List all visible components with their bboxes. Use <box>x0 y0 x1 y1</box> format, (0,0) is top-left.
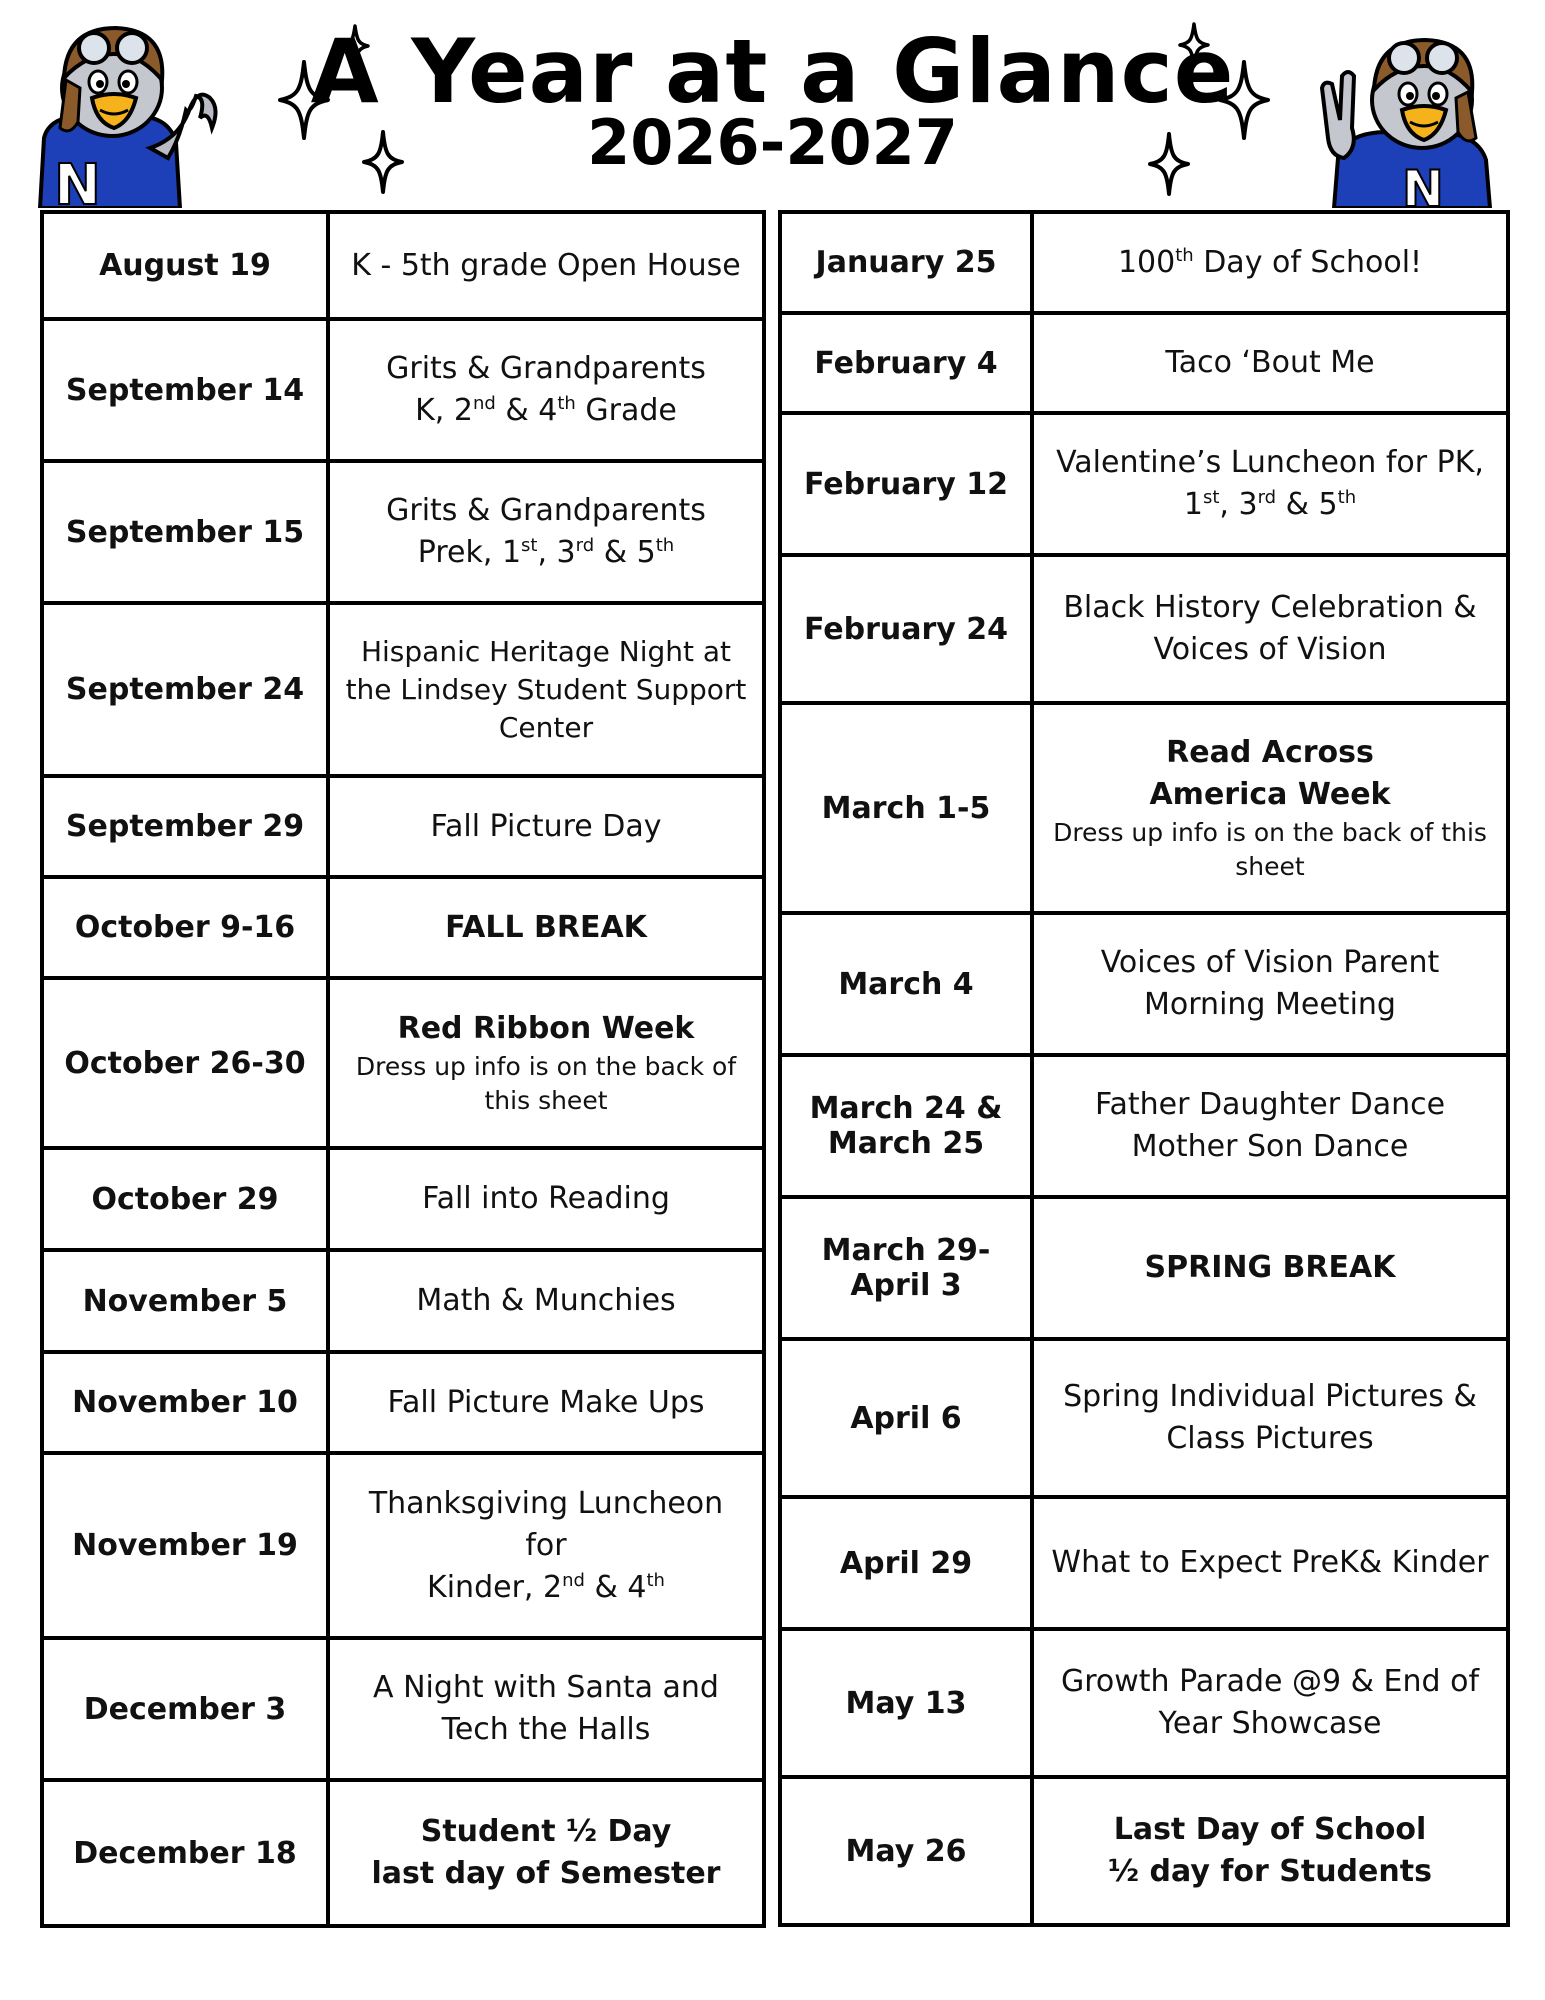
table-row <box>42 319 764 461</box>
table-row <box>42 1250 764 1352</box>
event-date: November 10 <box>42 1352 328 1453</box>
event-date: September 29 <box>42 776 328 877</box>
event-description: Grits & Grandparents Prek, 1st, 3rd & 5th <box>328 461 764 603</box>
event-date: December 18 <box>42 1780 328 1926</box>
event-date: September 15 <box>42 461 328 603</box>
event-date: May 13 <box>780 1629 1032 1777</box>
table-row <box>780 913 1508 1055</box>
event-description: Black History Celebration & Voices of Vision <box>1032 555 1508 703</box>
sparkle-icon <box>1218 60 1270 140</box>
table-row <box>42 461 764 603</box>
calendar-table-right <box>778 210 1510 1927</box>
event-description: Fall into Reading <box>328 1148 764 1250</box>
event-description: SPRING BREAK <box>1032 1197 1508 1339</box>
table-row <box>780 703 1508 913</box>
event-date: April 6 <box>780 1339 1032 1497</box>
eagle-mascot-peace-icon <box>1318 28 1508 208</box>
school-year: 2026-2027 <box>587 106 958 179</box>
table-row <box>42 978 764 1148</box>
table-row <box>780 1197 1508 1339</box>
sparkle-icon <box>1148 132 1190 196</box>
table-row <box>780 555 1508 703</box>
sparkle-icon <box>278 60 330 140</box>
event-description: What to Expect PreK& Kinder <box>1032 1497 1508 1629</box>
eagle-mascot-waving-icon <box>30 18 220 208</box>
event-description: FALL BREAK <box>328 877 764 978</box>
event-date: September 14 <box>42 319 328 461</box>
event-date: November 19 <box>42 1453 328 1638</box>
event-description: Spring Individual Pictures & Class Pictures <box>1032 1339 1508 1497</box>
sparkle-icon <box>362 130 404 194</box>
table-row <box>42 212 764 319</box>
event-description: Hispanic Heritage Night at the Lindsey Student Support Center <box>328 603 764 776</box>
table-row <box>780 1339 1508 1497</box>
event-date: May 26 <box>780 1777 1032 1925</box>
table-row <box>42 1453 764 1638</box>
table-row <box>42 1780 764 1926</box>
table-row <box>780 1055 1508 1197</box>
event-description: Valentine’s Luncheon for PK, 1st, 3rd & 5th <box>1032 413 1508 555</box>
table-row <box>42 1638 764 1780</box>
event-date: April 29 <box>780 1497 1032 1629</box>
table-row <box>780 212 1508 313</box>
event-description: Voices of Vision Parent Morning Meeting <box>1032 913 1508 1055</box>
event-date: March 1-5 <box>780 703 1032 913</box>
event-description: Grits & Grandparents K, 2nd & 4th Grade <box>328 319 764 461</box>
event-date: January 25 <box>780 212 1032 313</box>
mascot-letter: N <box>1402 160 1444 208</box>
event-date: March 29- April 3 <box>780 1197 1032 1339</box>
sparkle-icon <box>340 24 370 68</box>
event-description: Taco ‘Bout Me <box>1032 313 1508 413</box>
table-row <box>42 1148 764 1250</box>
event-description: Father Daughter Dance Mother Son Dance <box>1032 1055 1508 1197</box>
table-row <box>780 413 1508 555</box>
event-date: October 9-16 <box>42 877 328 978</box>
table-row <box>42 877 764 978</box>
event-description: Read Across America Week Dress up info is on the back of this sheet <box>1032 703 1508 913</box>
event-date: November 5 <box>42 1250 328 1352</box>
event-date: September 24 <box>42 603 328 776</box>
page-title: A Year at a Glance <box>310 20 1235 123</box>
table-row <box>42 776 764 877</box>
event-date: October 26-30 <box>42 978 328 1148</box>
event-date: October 29 <box>42 1148 328 1250</box>
event-date: August 19 <box>42 212 328 319</box>
event-description: Growth Parade @9 & End of Year Showcase <box>1032 1629 1508 1777</box>
event-description: Thanksgiving Luncheon for Kinder, 2nd & 4th <box>328 1453 764 1638</box>
table-row <box>42 603 764 776</box>
event-description: Fall Picture Make Ups <box>328 1352 764 1453</box>
table-row <box>780 1777 1508 1925</box>
table-row <box>780 1629 1508 1777</box>
sparkle-icon <box>1178 22 1210 68</box>
event-description: Math & Munchies <box>328 1250 764 1352</box>
event-description: Last Day of School ½ day for Students <box>1032 1777 1508 1925</box>
event-description: Fall Picture Day <box>328 776 764 877</box>
event-description: Red Ribbon Week Dress up info is on the back of this sheet <box>328 978 764 1148</box>
mascot-letter: N <box>54 153 101 208</box>
event-date: December 3 <box>42 1638 328 1780</box>
event-date: March 24 & March 25 <box>780 1055 1032 1197</box>
event-description: K - 5th grade Open House <box>328 212 764 319</box>
event-date: February 24 <box>780 555 1032 703</box>
event-date: February 4 <box>780 313 1032 413</box>
table-row <box>42 1352 764 1453</box>
table-row <box>780 1497 1508 1629</box>
table-row <box>780 313 1508 413</box>
event-date: February 12 <box>780 413 1032 555</box>
calendar-table-left <box>40 210 766 1928</box>
event-description: A Night with Santa and Tech the Halls <box>328 1638 764 1780</box>
page-header <box>0 0 1545 210</box>
event-description: 100th Day of School! <box>1032 212 1508 313</box>
event-date: March 4 <box>780 913 1032 1055</box>
event-description: Student ½ Day last day of Semester <box>328 1780 764 1926</box>
